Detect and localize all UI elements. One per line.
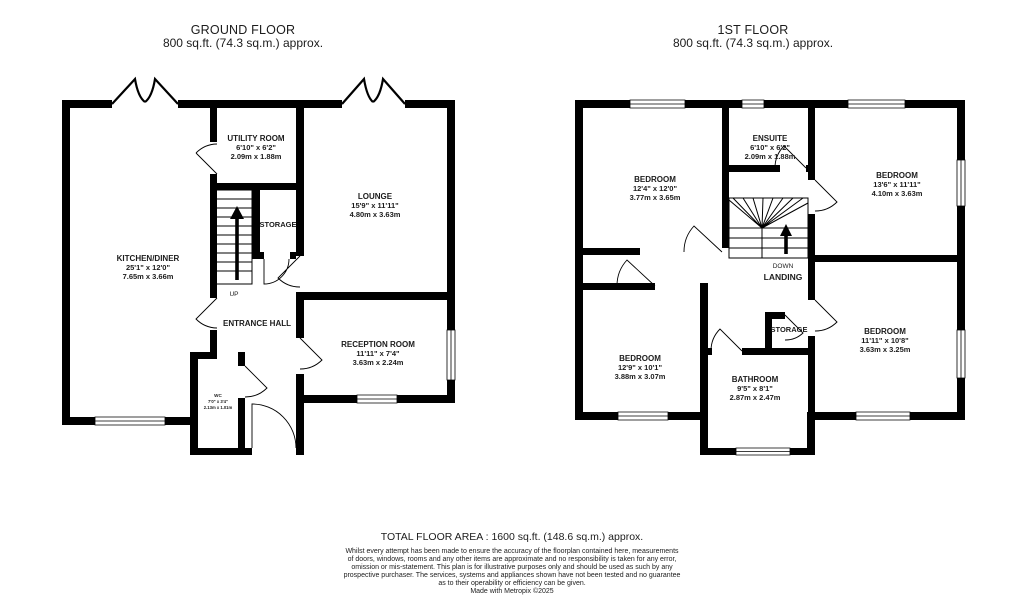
utility-room-label: UTILITY ROOM xyxy=(227,134,285,143)
reception-room-label: RECEPTION ROOM xyxy=(341,340,415,349)
kitchen-diner-label: KITCHEN/DINER xyxy=(116,254,180,263)
wc-metric: 2.13m x 1.01m xyxy=(203,405,233,410)
ensuite-imperial: 6'10" x 6'2" xyxy=(750,143,790,152)
entrance-hall-label: ENTRANCE HALL xyxy=(223,319,291,328)
stairs-up xyxy=(216,190,252,284)
reception-room-metric: 3.63m x 2.24m xyxy=(352,358,404,367)
credit-line: Made with Metropix ©2025 xyxy=(470,588,554,595)
bedroom-br-label: BEDROOM xyxy=(864,327,906,336)
bedroom-tr-label: BEDROOM xyxy=(876,171,918,180)
window xyxy=(447,330,455,380)
disclaimer-line: of doors, windows, rooms and any other items are approximate and no responsibility is taken for any error, xyxy=(347,556,677,563)
disclaimer-line: prospective purchaser. The services, systems and appliances shown have not been tested and no guarantee xyxy=(343,572,681,579)
up-arrow-icon xyxy=(780,224,792,236)
bedroom-tr-imperial: 13'6" x 11'11" xyxy=(873,180,921,189)
disclaimer-line: Whilst every attempt has been made to ensure the accuracy of the floorplan contained here, measurements xyxy=(345,548,679,555)
ground-floor-subtitle: 800 sq.ft. (74.3 sq.m.) approx. xyxy=(162,36,324,50)
wc-label: WC xyxy=(214,393,222,398)
ensuite-metric: 2.09m x 1.88m xyxy=(744,152,796,161)
bedroom-bl-metric: 3.88m x 3.07m xyxy=(614,372,666,381)
bay-window-icon xyxy=(112,79,178,104)
kitchen-diner-imperial: 25'1" x 12'0" xyxy=(125,263,171,272)
lounge-label: LOUNGE xyxy=(357,192,393,201)
wc-imperial: 7'0" x 3'4" xyxy=(208,399,228,404)
ground-floor-plan xyxy=(62,23,455,455)
ensuite-label: ENSUITE xyxy=(752,134,788,143)
window xyxy=(630,100,685,108)
utility-room-metric: 2.09m x 1.88m xyxy=(230,152,282,161)
reception-room-imperial: 11'11" x 7'4" xyxy=(356,349,400,358)
first-floor-subtitle: 800 sq.ft. (74.3 sq.m.) approx. xyxy=(672,36,834,50)
bay-window-icon xyxy=(342,79,405,104)
footer xyxy=(344,531,681,595)
ground-floor-title: GROUND FLOOR xyxy=(190,23,296,37)
bedroom-tr-metric: 4.10m x 3.63m xyxy=(871,189,923,198)
window xyxy=(742,100,764,108)
window xyxy=(848,100,905,108)
window xyxy=(957,330,965,378)
first-floor-plan xyxy=(575,23,965,455)
window xyxy=(856,412,910,420)
bathroom-label: BATHROOM xyxy=(731,375,779,384)
utility-room-imperial: 6'10" x 6'2" xyxy=(236,143,276,152)
lounge-metric: 4.80m x 3.63m xyxy=(349,210,401,219)
disclaimer-line: as to their operability or efficiency can be given. xyxy=(438,580,586,587)
lounge-imperial: 15'9" x 11'11" xyxy=(351,201,399,210)
landing-label: LANDING xyxy=(763,272,803,282)
window xyxy=(736,448,790,455)
bedroom-tl-imperial: 12'4" x 12'0" xyxy=(632,184,678,193)
bathroom-imperial: 9'5" x 8'1" xyxy=(737,384,773,393)
down-label: DOWN xyxy=(772,263,794,270)
first-floor-title: 1ST FLOOR xyxy=(717,23,789,37)
bedroom-br-imperial: 11'11" x 10'8" xyxy=(861,336,909,345)
window xyxy=(95,417,165,425)
bedroom-bl-imperial: 12'9" x 10'1" xyxy=(617,363,663,372)
first-storage-label: STORAGE xyxy=(770,325,808,334)
bedroom-tl-metric: 3.77m x 3.65m xyxy=(629,193,681,202)
stairs-down xyxy=(729,198,808,258)
window xyxy=(957,160,965,206)
bedroom-bl-label: BEDROOM xyxy=(619,354,661,363)
window xyxy=(618,412,668,420)
up-label: UP xyxy=(229,291,239,298)
bathroom-metric: 2.87m x 2.47m xyxy=(729,393,781,402)
bedroom-br-metric: 3.63m x 3.25m xyxy=(859,345,911,354)
kitchen-diner-metric: 7.65m x 3.66m xyxy=(122,272,174,281)
bedroom-tl-label: BEDROOM xyxy=(634,175,676,184)
disclaimer-line: omission or mis-statement. This plan is for illustrative purposes only and should be used as such by any xyxy=(351,564,673,571)
window xyxy=(357,395,397,403)
ground-storage-label: STORAGE xyxy=(259,220,297,229)
total-floor-area: TOTAL FLOOR AREA : 1600 sq.ft. (148.6 sq.m.) approx. xyxy=(380,531,644,543)
